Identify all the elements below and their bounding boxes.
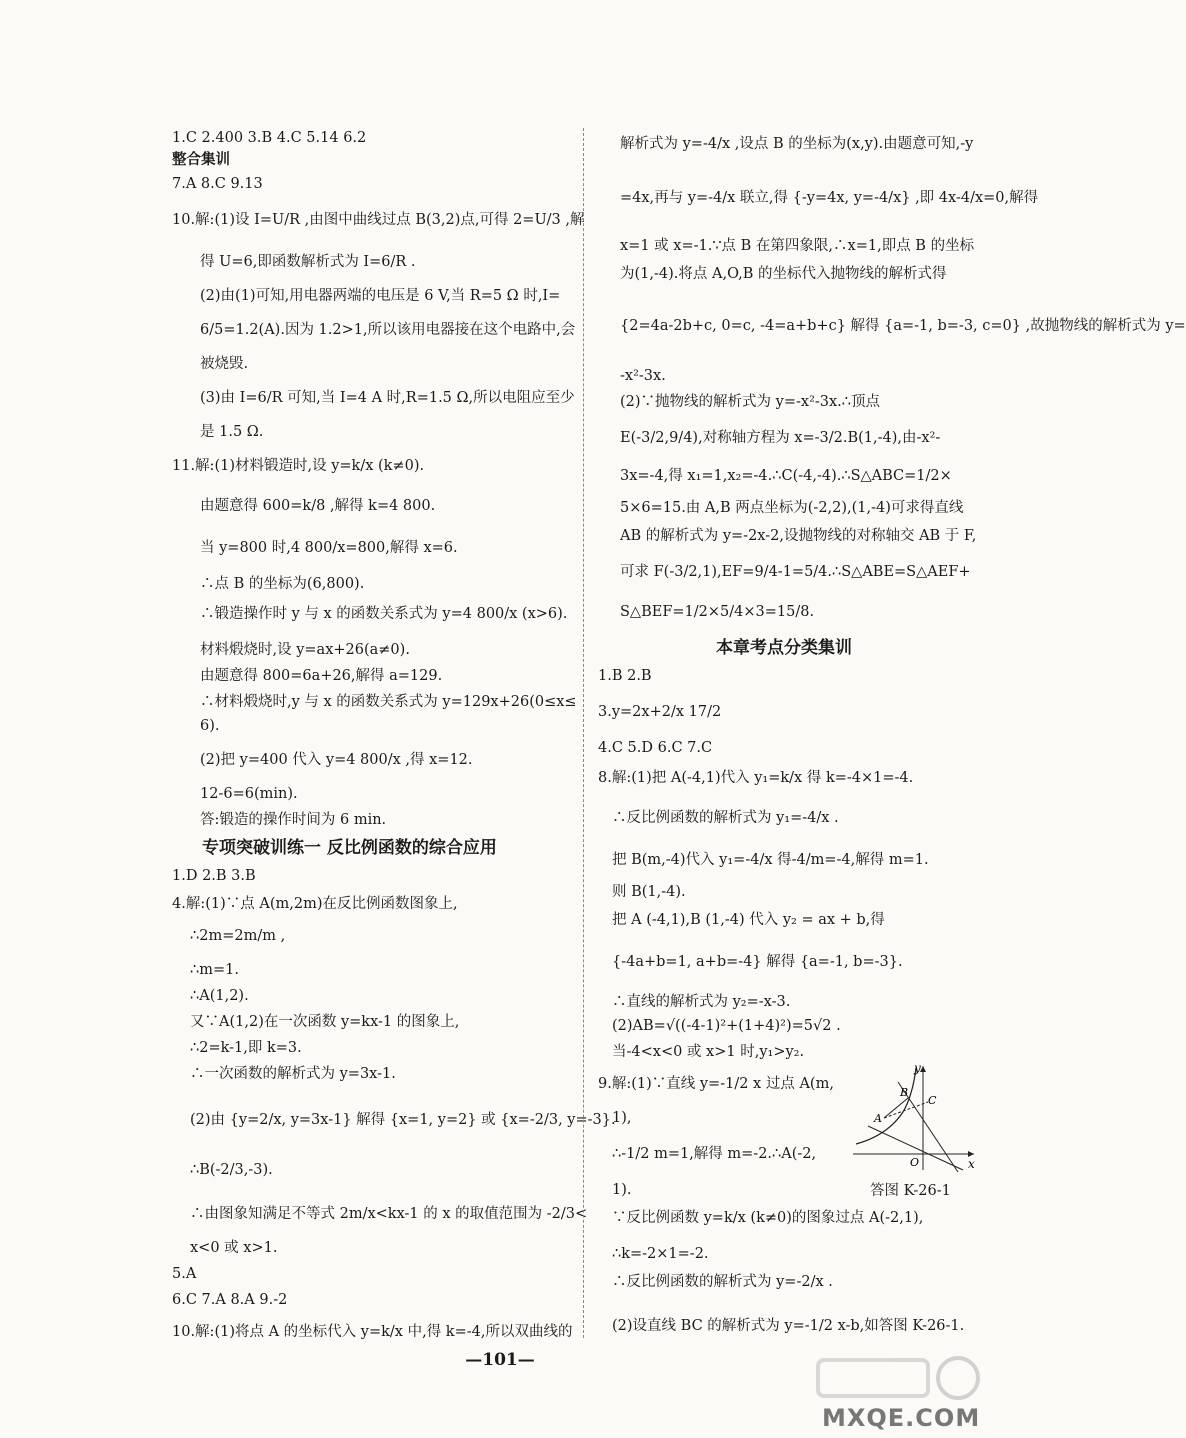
left-line: x<0 或 x>1. [190,1240,278,1256]
left-line: 专项突破训练一 反比例函数的综合应用 [202,838,497,858]
right-line: ∴直线的解析式为 y₂=-x-3. [612,994,791,1010]
left-line: 10.解:(1)设 I=U/R ,由图中曲线过点 B(3,2)点,可得 2=U/3 ,解 [172,212,585,228]
watermark-text: MXQE.COM [822,1404,981,1432]
right-line: -x²-3x. [620,368,666,384]
left-line: ∴锻造操作时 y 与 x 的函数关系式为 y=4 800/x (x>6). [200,606,568,622]
left-line: 11.解:(1)材料锻造时,设 y=k/x (k≠0). [172,458,425,474]
left-line: 7.A 8.C 9.13 [172,176,263,192]
left-line: 是 1.5 Ω. [200,424,264,440]
left-line: 又∵A(1,2)在一次函数 y=kx-1 的图象上, [190,1014,460,1030]
right-line: 本章考点分类集训 [716,638,852,658]
right-line: 5×6=15.由 A,B 两点坐标为(-2,2),(1,-4)可求得直线 [620,500,964,516]
left-line: ∴2m=2m/m , [190,928,286,944]
left-line: 由题意得 800=6a+26,解得 a=129. [200,668,443,684]
left-line: 6/5=1.2(A).因为 1.2>1,所以该用电器接在这个电路中,会 [200,322,576,338]
column-divider [583,128,584,1338]
right-line: E(-3/2,9/4),对称轴方程为 x=-3/2.B(1,-4),由-x²- [620,430,941,446]
right-line: ∴反比例函数的解析式为 y₁=-4/x . [612,810,839,826]
left-line: ∴材料煅烧时,y 与 x 的函数关系式为 y=129x+26(0≤x≤ [200,694,577,710]
right-line: 9.解:(1)∵直线 y=-1/2 x 过点 A(m, [598,1076,834,1092]
right-line: ∴-1/2 m=1,解得 m=-2.∴A(-2, [612,1146,817,1162]
right-line: ∴反比例函数的解析式为 y=-2/x . [612,1274,833,1290]
left-line: 被烧毁. [200,356,249,372]
segment-ab [884,1098,908,1118]
right-line: 当-4<x<0 或 x>1 时,y₁>y₂. [612,1044,805,1060]
left-line: 得 U=6,即函数解析式为 I=6/R . [200,254,416,270]
right-line: (2)AB=√((-4-1)²+(1+4)²)=5√2 . [612,1018,841,1034]
left-line: 材料煅烧时,设 y=ax+26(a≠0). [200,642,410,658]
right-line: 把 A (-4,1),B (1,-4) 代入 y₂ = ax + b,得 [612,912,885,928]
x-axis-label: x [968,1157,975,1171]
left-line: ∴B(-2/3,-3). [190,1162,273,1178]
right-line: 3x=-4,得 x₁=1,x₂=-4.∴C(-4,-4).∴S△ABC=1/2× [620,468,952,484]
left-line: 1.C 2.400 3.B 4.C 5.14 6.2 [172,130,367,146]
left-line: 5.A [172,1266,197,1282]
left-line: (2)由(1)可知,用电器两端的电压是 6 V,当 R=5 Ω 时,I= [200,288,561,304]
left-line: ∴由图象知满足不等式 2m/x<kx-1 的 x 的取值范围为 -2/3< [190,1206,588,1222]
right-line: AB 的解析式为 y=-2x-2,设抛物线的对称轴交 AB 于 F, [620,528,977,544]
right-line: {-4a+b=1, a+b=-4} 解得 {a=-1, b=-3}. [612,954,903,970]
dashed-ac [884,1102,928,1118]
point-a-label: A [874,1112,882,1125]
left-line: 12-6=6(min). [200,786,298,802]
right-line: ∵反比例函数 y=k/x (k≠0)的图象过点 A(-2,1), [612,1210,924,1226]
y-axis-arrow [920,1066,926,1072]
right-line: ∴k=-2×1=-2. [612,1246,709,1262]
right-line: 可求 F(-3/2,1),EF=9/4-1=5/4.∴S△ABE=S△AEF+ [620,564,971,580]
left-line: 由题意得 600=k/8 ,解得 k=4 800. [200,498,436,514]
left-line: 4.解:(1)∵点 A(m,2m)在反比例函数图象上, [172,896,458,912]
right-line: 把 B(m,-4)代入 y₁=-4/x 得-4/m=-4,解得 m=1. [612,852,929,868]
right-line: (2)设直线 BC 的解析式为 y=-1/2 x-b,如答图 K-26-1. [612,1318,965,1334]
right-line: 解析式为 y=-4/x ,设点 B 的坐标为(x,y).由题意可知,-y [620,136,974,152]
left-line: 6). [200,718,220,734]
figure-caption: 答图 K-26-1 [870,1183,951,1199]
left-line: 10.解:(1)将点 A 的坐标代入 y=k/x 中,得 k=-4,所以双曲线的 [172,1324,573,1340]
right-line: 8.解:(1)把 A(-4,1)代入 y₁=k/x 得 k=-4×1=-4. [598,770,914,786]
y-axis-label: y [914,1061,921,1075]
answer-figure-graph [848,1062,978,1172]
right-line: x=1 或 x=-1.∵点 B 在第四象限,∴x=1,即点 B 的坐标 [620,238,975,254]
right-line: 4.C 5.D 6.C 7.C [598,740,713,756]
left-line: 整合集训 [172,152,230,168]
point-b-label: B [900,1086,909,1099]
left-line: 1.D 2.B 3.B [172,868,256,884]
origin-label: O [910,1156,920,1169]
right-line: =4x,再与 y=-4/x 联立,得 {-y=4x, y=-4/x} ,即 4x-4/x=0,解得 [620,190,1039,206]
left-line: ∴一次函数的解析式为 y=3x-1. [190,1066,396,1082]
left-line: ∴m=1. [190,962,239,978]
right-line: 为(1,-4).将点 A,O,B 的坐标代入抛物线的解析式得 [620,266,947,282]
left-line: (3)由 I=6/R 可知,当 I=4 A 时,R=1.5 Ω,所以电阻应至少 [200,390,575,406]
left-line: ∴2=k-1,即 k=3. [190,1040,302,1056]
hyperbola-curve [856,1068,916,1144]
left-line: ∴A(1,2). [190,988,249,1004]
right-line: (2)∵抛物线的解析式为 y=-x²-3x.∴顶点 [620,394,881,410]
left-line: ∴点 B 的坐标为(6,800). [200,576,365,592]
right-line: 3.y=2x+2/x 17/2 [598,704,722,720]
right-line: 1). [612,1182,632,1198]
right-line: 1.B 2.B [598,668,652,684]
right-line: {2=4a-2b+c, 0=c, -4=a+b+c} 解得 {a=-1, b=-3, c=0} ,故抛物线的解析式为 y= [620,318,1186,334]
right-line: S△BEF=1/2×5/4×3=15/8. [620,604,815,620]
left-line: 6.C 7.A 8.A 9.-2 [172,1292,288,1308]
right-line: 则 B(1,-4). [612,884,686,900]
left-line: (2)由 {y=2/x, y=3x-1} 解得 {x=1, y=2} 或 {x=-2/3, y=-3}. [190,1112,616,1128]
point-c-label: C [928,1094,937,1107]
left-line: 当 y=800 时,4 800/x=800,解得 x=6. [200,540,458,556]
left-line: (2)把 y=400 代入 y=4 800/x ,得 x=12. [200,752,473,768]
left-line: 答:锻造的操作时间为 6 min. [200,812,387,828]
page-number: —101— [465,1350,535,1370]
right-line: 1), [612,1110,632,1126]
